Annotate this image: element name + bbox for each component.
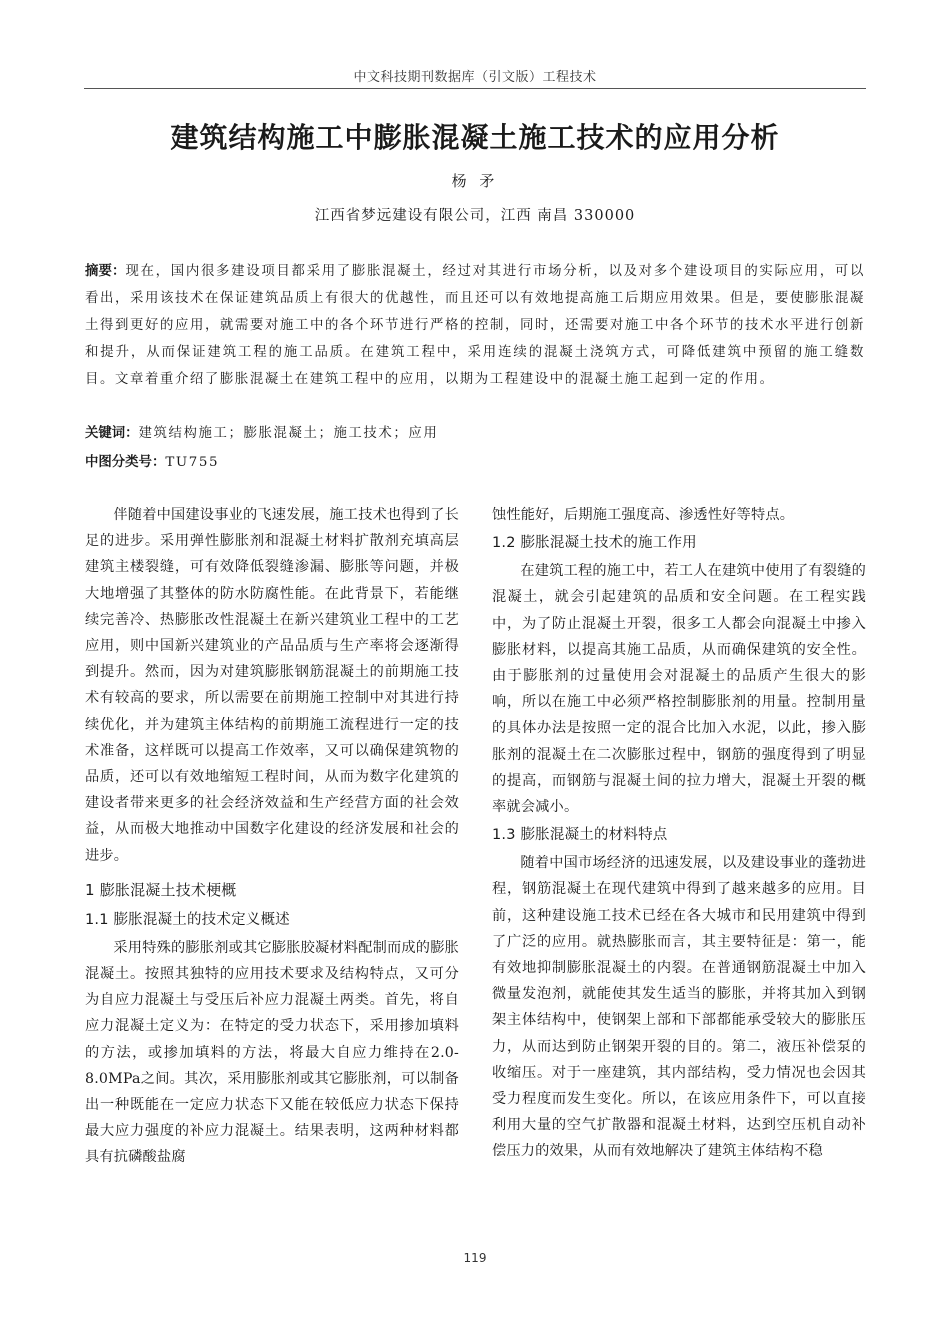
journal-header: 中文科技期刊数据库（引文版）工程技术 — [353, 70, 597, 85]
left-column — [85, 502, 459, 1171]
header-rule — [84, 88, 866, 89]
abstract — [85, 258, 865, 393]
affiliation: 江西省梦远建设有限公司，江西 南昌 330000 — [314, 208, 636, 224]
abstract-text: 现在，国内很多建设项目都采用了膨胀混凝土，经过对其进行市场分析，以及对多个建设项目的实际应用，可以看出，采用该技术在保证建筑品质上有很大的优越性，而且还可以有效地提高施工后期应用效果。但是，要使膨胀混凝土得到更好的应用，就需要对施工中的各个环节进行严格的控制，同时，还需要对施工中各个环节的技术水平进行创新和提升，从而保证建筑工程的施工品质。在建筑工程中，采用连续的混凝土浇筑方式，可降低建筑中预留的施工缝数目。文章着重介绍了膨胀混凝土在建筑工程中的应用，以期为工程建设中的混凝土施工起到一定的作用。 — [85, 264, 865, 387]
section-1-3-paragraph: 随着中国市场经济的迅速发展，以及建设事业的蓬勃进程，钢筋混凝土在现代建筑中得到了越来越多的应用。目前，这种建设施工技术已经在各大城市和民用建筑中得到了广泛的应用。就热膨胀而言，其主要特征是：第一，能有效地抑制膨胀混凝土的内裂。在普通钢筋混凝土中加入微量发泡剂，就能使其发生适当的膨胀，并将其加入到钢架主体结构中，使钢架上部和下部都能承受较大的膨胀压力，从而达到防止钢架开裂的目的。第二，液压补偿泵的收缩压。对于一座建筑，其内部结构，受力情况也会因其受力程度而发生变化。所以，在该应用条件下，可以直接利用大量的空气扩散器和混凝土材料，达到空压机自动补偿压力的效果，从而有效地解决了建筑主体结构不稳 — [492, 855, 866, 1160]
section-1-3-heading: 1.3 膨胀混凝土的材料特点 — [492, 827, 668, 844]
page-number: 119 — [463, 1251, 487, 1265]
article-title: 建筑结构施工中膨胀混凝土施工技术的应用分析 — [170, 121, 780, 154]
author: 杨 矛 — [451, 172, 499, 190]
keywords — [85, 422, 865, 441]
classification-code: TU755 — [165, 455, 220, 470]
section-1-1-heading: 1.1 膨胀混凝土的技术定义概述 — [85, 911, 290, 928]
classification-label: 中图分类号： — [85, 455, 166, 470]
section-1-2-heading: 1.2 膨胀混凝土技术的施工作用 — [492, 535, 697, 552]
intro-paragraph: 伴随着中国建设事业的飞速发展，施工技术也得到了长足的进步。采用弹性膨胀剂和混凝土材料扩散剂充填高层建筑主楼裂缝，可有效降低裂缝渗漏、膨胀等问题，并极大地增强了其整体的防水防腐性能。在此背景下，若能继续完善冷、热膨胀改性混凝土在新兴建筑业工程中的工艺应用，则中国新兴建筑业的产品品质与生产率将会逐渐得到提升。然而，因为对建筑膨胀钢筋混凝土的前期施工技术有较高的要求，所以需要在前期施工控制中对其进行持续优化，并为建筑主体结构的前期施工流程进行一定的技术准备，这样既可以提高工作效率，又可以确保建筑物的品质，还可以有效地缩短工程时间，从而为数字化建筑的建设者带来更多的社会经济效益和生产经营方面的社会效益，从而极大地推动中国数字化建设的经济发展和社会的进步。 — [85, 507, 459, 864]
section-1-2-paragraph: 在建筑工程的施工中，若工人在建筑中使用了有裂缝的混凝土，就会引起建筑的品质和安全问题。在工程实践中，为了防止混凝土开裂，很多工人都会向混凝土中掺入膨胀材料，以提高其施工品质，从而确保建筑的安全性。由于膨胀剂的过量使用会对混凝土的品质产生很大的影响，所以在施工中必须严格控制膨胀剂的用量。控制用量的具体办法是按照一定的混合比加入水泥，以此，掺入膨胀剂的混凝土在二次膨胀过程中，钢筋的强度得到了明显的提高，而钢筋与混凝土间的拉力增大，混凝土开裂的概率就会减小。 — [492, 563, 866, 816]
classification — [85, 451, 865, 470]
abstract-label: 摘要： — [85, 264, 126, 279]
section-1-1-continuation: 蚀性能好，后期施工强度高、渗透性好等特点。 — [492, 507, 795, 523]
section-1-1-paragraph: 采用特殊的膨胀剂或其它膨胀胶凝材料配制而成的膨胀混凝土。按照其独特的应用技术要求及结构特点，又可分为自应力混凝土与受压后补应力混凝土两类。首先，将自应力混凝土定义为：在特定的受力状态下，采用掺加填料的方法，或掺加填料的方法，将最大自应力维持在2.0-8.0MPa之间。其次，采用膨胀剂或其它膨胀剂，可以制备出一种既能在一定应力状态下又能在较低应力状态下保持最大应力强度的补应力混凝土。结果表明，这两种材料都具有抗磷酸盐腐 — [85, 939, 459, 1166]
keywords-text: 建筑结构施工；膨胀混凝土；施工技术；应用 — [138, 426, 439, 441]
right-column — [492, 502, 866, 1165]
keywords-label: 关键词： — [85, 426, 139, 441]
section-1-heading: 1 膨胀混凝土技术梗概 — [85, 880, 237, 899]
